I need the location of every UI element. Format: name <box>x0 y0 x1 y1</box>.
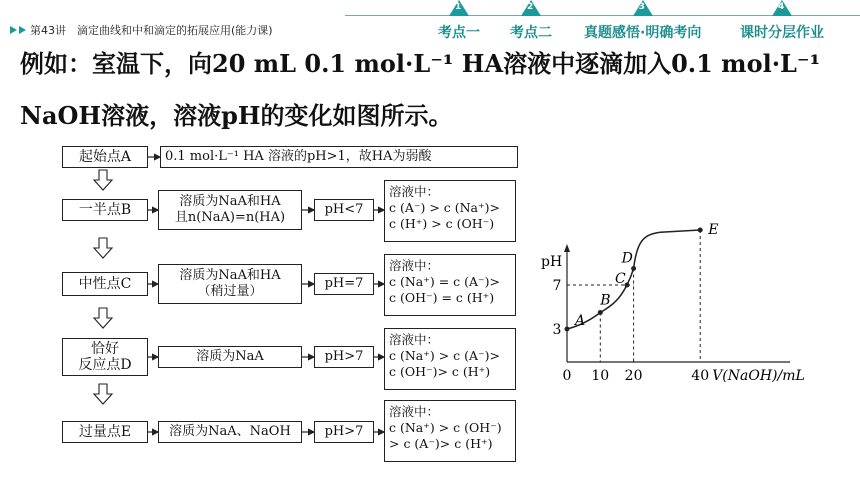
lesson-title-text: 第43讲 滴定曲线和中和滴定的拓展应用(能力课) <box>30 24 273 37</box>
tab-label: 考点一 <box>438 25 480 41</box>
y-tick-label: 7 <box>552 278 562 294</box>
tab-label: 考点二 <box>510 25 552 41</box>
y-axis-label: pH <box>541 254 563 270</box>
point-c-box: 中性点C <box>62 272 148 296</box>
y-axis-arrow-icon <box>564 244 570 252</box>
point-d-box: 恰好 反应点D <box>62 338 148 376</box>
point-b-box: 一半点B <box>62 199 148 221</box>
tab-label: 课时分层作业 <box>740 25 824 41</box>
x-tick-label: 10 <box>591 368 610 384</box>
x-tick-label: 20 <box>624 368 643 384</box>
solution-d-box: 溶液中： c (Na⁺) > c (A⁻)> c (OH⁻)> c (H⁺) <box>384 328 516 390</box>
solution-e-box: 溶液中： c (Na⁺) > c (OH⁻) > c (A⁻)> c (H⁺) <box>384 400 516 462</box>
ph-d-box: pH>7 <box>314 346 374 368</box>
start-note-box: 0.1 mol·L⁻¹ HA 溶液的pH>1，故HA为弱酸 <box>160 146 518 168</box>
point-a-box: 起始点A <box>62 146 148 168</box>
solute-e-box: 溶质为NaA、NaOH <box>158 421 302 443</box>
data-point <box>631 266 636 271</box>
intro-line-2: NaOH溶液，溶液pH的变化如图所示。 <box>20 101 453 130</box>
data-point <box>698 228 703 233</box>
solute-c-box: 溶质为NaA和HA （稍过量） <box>158 264 302 304</box>
solution-b-box: 溶液中： c (A⁻) > c (Na⁺)> c (H⁺) > c (OH⁻) <box>384 180 516 242</box>
titration-curve <box>567 230 700 329</box>
ph-e-box: pH>7 <box>314 421 374 443</box>
solution-c-box: 溶液中： c (Na⁺) = c (A⁻)> c (OH⁻) = c (H⁺) <box>384 254 516 316</box>
point-label: C <box>614 271 626 287</box>
solute-b-box: 溶质为NaA和HA 且n(NaA)=n(HA) <box>158 190 302 230</box>
data-point <box>598 310 603 315</box>
solute-d-box: 溶质为NaA <box>158 346 302 368</box>
tab-marker-icon: 2 <box>521 0 541 16</box>
point-label: B <box>600 292 611 309</box>
tab-label: 真题感悟·明确考向 <box>584 25 702 41</box>
x-tick-label: 40 <box>691 368 710 384</box>
point-label: E <box>708 222 719 238</box>
x-tick-label: 0 <box>562 368 572 384</box>
x-axis-label: V(NaOH)/mL <box>712 368 805 384</box>
data-point <box>565 327 570 332</box>
tab-marker-icon: 1 <box>449 0 469 16</box>
tab-marker-icon: 4 <box>772 0 792 16</box>
point-label: D <box>621 250 633 267</box>
ph-b-box: pH<7 <box>314 199 374 221</box>
point-label: A <box>575 313 586 329</box>
intro-line-1: 例如：室温下，向20 mL 0.1 mol·L⁻¹ HA溶液中逐滴加入0.1 mol·L⁻¹ <box>20 49 821 78</box>
ph-c-box: pH=7 <box>314 273 374 295</box>
point-e-box: 过量点E <box>62 421 148 443</box>
y-tick-label: 3 <box>552 322 562 338</box>
tab-marker-icon: 3 <box>633 0 653 16</box>
